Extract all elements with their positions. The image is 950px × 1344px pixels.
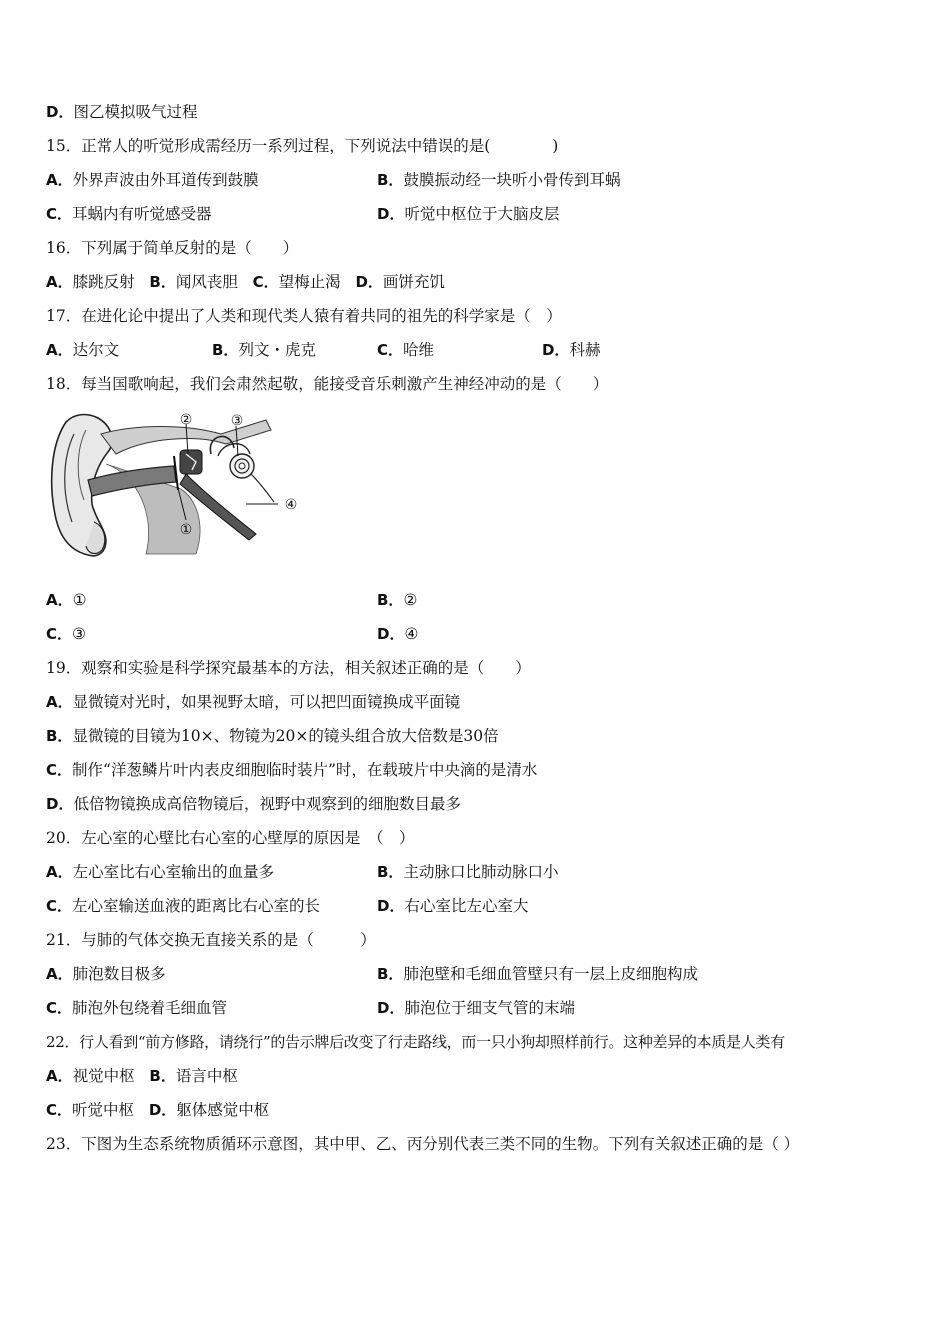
q19-option-c: C．制作“洋葱鳞片叶内表皮细胞临时装片”时，在载玻片中央滴的是清水: [46, 761, 538, 779]
q22-options-cd: C．听觉中枢 D．躯体感觉中枢: [46, 1101, 270, 1119]
q15-stem: 15．正常人的听觉形成需经历一系列过程，下列说法中错误的是( ): [46, 137, 559, 155]
q19-stem: 19．观察和实验是科学探究最基本的方法，相关叙述正确的是（ ）: [46, 659, 531, 677]
q18-option-d: D．④: [377, 625, 419, 643]
q18-stem: 18．每当国歌响起，我们会肃然起敬，能接受音乐刺激产生神经冲动的是（ ）: [46, 375, 609, 393]
figure-label-1: ①: [179, 522, 193, 538]
q14-option-d: D．图乙模拟吸气过程: [46, 103, 198, 121]
q21-option-a: A．肺泡数目极多: [46, 965, 166, 983]
q15-option-d: D．听觉中枢位于大脑皮层: [377, 205, 560, 223]
q18-option-a: A．①: [46, 591, 87, 609]
q23-stem: 23．下图为生态系统物质循环示意图，其中甲、乙、丙分别代表三类不同的生物。下列有关叙述正确的是（ ）: [46, 1135, 800, 1153]
q20-option-c: C．左心室输送血液的距离比右心室的长: [46, 897, 321, 915]
ear-anatomy-figure: [46, 404, 304, 574]
q17-option-a: A．达尔文: [46, 341, 120, 359]
figure-label-3: ③: [230, 413, 244, 429]
figure-label-2: ②: [179, 412, 193, 428]
q20-option-a: A．左心室比右心室输出的血量多: [46, 863, 275, 881]
q22-options-ab: A．视觉中枢 B．语言中枢: [46, 1067, 238, 1085]
q19-option-a: A．显微镜对光时，如果视野太暗，可以把凹面镜换成平面镜: [46, 693, 461, 711]
q20-option-b: B．主动脉口比肺动脉口小: [377, 863, 559, 881]
figure-label-4: ④: [284, 497, 298, 513]
q18-option-c: C．③: [46, 625, 86, 643]
q18-option-b: B．②: [377, 591, 418, 609]
q17-option-b: B．列文・虎克: [212, 341, 316, 359]
q21-option-c: C．肺泡外包绕着毛细血管: [46, 999, 228, 1017]
q21-option-d: D．肺泡位于细支气管的末端: [377, 999, 575, 1017]
q17-stem: 17．在进化论中提出了人类和现代类人猿有着共同的祖先的科学家是（ ）: [46, 307, 562, 325]
q19-option-d: D．低倍物镜换成高倍物镜后，视野中观察到的细胞数目最多: [46, 795, 461, 813]
q15-option-b: B．鼓膜振动经一块听小骨传到耳蜗: [377, 171, 621, 189]
q16-options: A．膝跳反射 B．闻风丧胆 C．望梅止渴 D．画饼充饥: [46, 273, 445, 291]
q20-stem: 20．左心室的心壁比右心室的心壁厚的原因是 （ ）: [46, 829, 415, 847]
q15-option-c: C．耳蜗内有听觉感受器: [46, 205, 212, 223]
q17-option-d: D．科赫: [542, 341, 601, 359]
q19-option-b: B．显微镜的目镜为10×、物镜为20×的镜头组合放大倍数是30倍: [46, 727, 499, 745]
q22-stem: 22．行人看到“前方修路，请绕行”的告示牌后改变了行走路线，而一只小狗却照样前行。这种差异的本质是人类有: [46, 1033, 785, 1051]
q21-stem: 21．与肺的气体交换无直接关系的是（ ）: [46, 931, 376, 949]
q17-option-c: C．哈维: [377, 341, 435, 359]
q16-stem: 16．下列属于简单反射的是（ ）: [46, 239, 299, 257]
q20-option-d: D．右心室比左心室大: [377, 897, 529, 915]
q15-option-a: A．外界声波由外耳道传到鼓膜: [46, 171, 259, 189]
q21-option-b: B．肺泡壁和毛细血管壁只有一层上皮细胞构成: [377, 965, 698, 983]
